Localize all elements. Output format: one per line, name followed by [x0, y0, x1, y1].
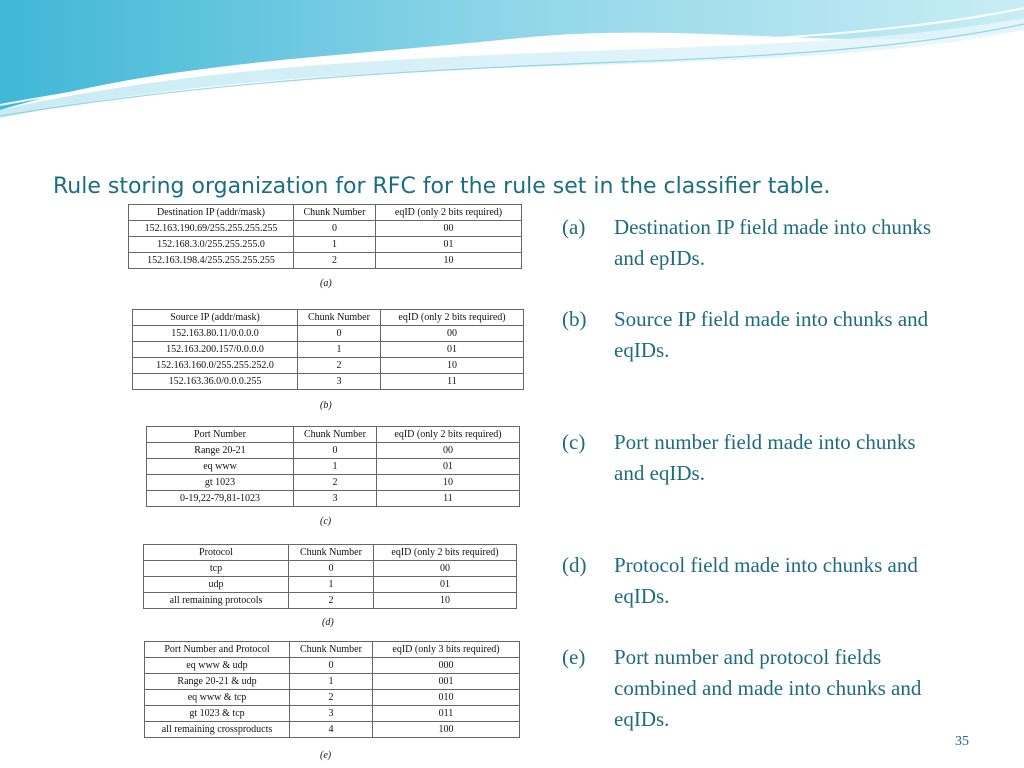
table-cell: 01	[377, 459, 520, 475]
description-label: (e)	[562, 645, 586, 669]
table-cell: 1	[289, 577, 374, 593]
protocol-table	[143, 544, 517, 609]
table-row	[147, 491, 520, 507]
column-header: Chunk Number	[298, 310, 381, 326]
table-cell: 2	[294, 475, 377, 491]
description-label: (a)	[562, 215, 586, 239]
table-cell: 01	[376, 237, 522, 253]
table-cell: 01	[374, 577, 517, 593]
table-row	[133, 342, 524, 358]
table-row	[144, 561, 517, 577]
table-cell: 0-19,22-79,81-1023	[147, 491, 294, 507]
table-cell: Range 20-21 & udp	[145, 674, 290, 690]
table-header-row	[145, 642, 520, 658]
destination-ip-table	[128, 204, 522, 269]
table-cell: 152.163.198.4/255.255.255.255	[129, 253, 294, 269]
table-row	[145, 706, 520, 722]
table-cell: 00	[381, 326, 524, 342]
description-e	[562, 642, 982, 735]
table-cell: 1	[294, 459, 377, 475]
description-d	[562, 550, 982, 612]
table-cell: 0	[290, 658, 373, 674]
table-row	[144, 577, 517, 593]
table-cell: 1	[294, 237, 376, 253]
table-row	[145, 658, 520, 674]
table-cell: 152.168.3.0/255.255.255.0	[129, 237, 294, 253]
table-cell: 152.163.200.157/0.0.0.0	[133, 342, 298, 358]
column-header: Port Number and Protocol	[145, 642, 290, 658]
table-header-row	[144, 545, 517, 561]
table-cell: eq www & tcp	[145, 690, 290, 706]
column-header: Chunk Number	[289, 545, 374, 561]
column-header: Chunk Number	[294, 427, 377, 443]
table-cell: 3	[294, 491, 377, 507]
column-header: eqID (only 2 bits required)	[377, 427, 520, 443]
table-row	[145, 674, 520, 690]
description-a	[562, 212, 982, 274]
table-row	[129, 221, 522, 237]
table-cell: 1	[290, 674, 373, 690]
table-header-row	[129, 205, 522, 221]
table-row	[147, 475, 520, 491]
table-caption: (e)	[320, 750, 332, 761]
table-cell: 1	[298, 342, 381, 358]
table-cell: 152.163.160.0/255.255.252.0	[133, 358, 298, 374]
table-cell: 152.163.190.69/255.255.255.255	[129, 221, 294, 237]
table-cell: 0	[289, 561, 374, 577]
table-cell: 010	[373, 690, 520, 706]
description-text: Port number and protocol fields combined and made into chunks and eqIDs.	[614, 645, 922, 731]
table-row	[129, 253, 522, 269]
table-row	[133, 326, 524, 342]
table-cell: all remaining crossproducts	[145, 722, 290, 738]
table-cell: 152.163.36.0/0.0.0.255	[133, 374, 298, 390]
table-cell: 4	[290, 722, 373, 738]
table-cell: 2	[290, 690, 373, 706]
description-text: Source IP field made into chunks and eqIDs.	[614, 307, 929, 362]
table-cell: 00	[376, 221, 522, 237]
table-cell: tcp	[144, 561, 289, 577]
column-header: Chunk Number	[290, 642, 373, 658]
table-cell: 100	[373, 722, 520, 738]
description-text: Protocol field made into chunks and eqIDs.	[614, 553, 918, 608]
port-protocol-table	[144, 641, 520, 738]
table-cell: eq www	[147, 459, 294, 475]
table-cell: 10	[377, 475, 520, 491]
table-cell: gt 1023 & tcp	[145, 706, 290, 722]
slide-title: Rule storing organization for RFC for the rule set in the classifier table.	[53, 174, 831, 199]
table-cell: eq www & udp	[145, 658, 290, 674]
port-number-table	[146, 426, 520, 507]
table-row	[145, 722, 520, 738]
table-caption: (d)	[322, 617, 334, 628]
rule-tables-figure	[124, 201, 524, 767]
table-cell: 0	[294, 221, 376, 237]
table-cell: 11	[377, 491, 520, 507]
table-cell: 2	[298, 358, 381, 374]
source-ip-table	[132, 309, 524, 390]
column-header: Chunk Number	[294, 205, 376, 221]
column-header: Source IP (addr/mask)	[133, 310, 298, 326]
column-header: eqID (only 3 bits required)	[373, 642, 520, 658]
table-cell: 2	[289, 593, 374, 609]
table-row	[129, 237, 522, 253]
table-row	[147, 459, 520, 475]
table-cell: gt 1023	[147, 475, 294, 491]
table-caption: (a)	[320, 278, 332, 289]
table-cell: 0	[294, 443, 377, 459]
table-cell: 000	[373, 658, 520, 674]
header-wave-decoration	[0, 0, 1024, 120]
table-cell: 00	[377, 443, 520, 459]
table-caption: (c)	[320, 516, 332, 527]
description-label: (c)	[562, 430, 586, 454]
table-row	[145, 690, 520, 706]
table-cell: 11	[381, 374, 524, 390]
table-cell: 0	[298, 326, 381, 342]
table-header-row	[133, 310, 524, 326]
table-cell: 3	[290, 706, 373, 722]
description-text: Port number field made into chunks and eqIDs.	[614, 430, 916, 485]
table-cell: 00	[374, 561, 517, 577]
table-row	[133, 374, 524, 390]
table-cell: 2	[294, 253, 376, 269]
table-row	[133, 358, 524, 374]
column-header: eqID (only 2 bits required)	[374, 545, 517, 561]
column-header: eqID (only 2 bits required)	[381, 310, 524, 326]
table-cell: 3	[298, 374, 381, 390]
description-label: (d)	[562, 553, 587, 577]
table-cell: 10	[374, 593, 517, 609]
column-header: Protocol	[144, 545, 289, 561]
table-row	[147, 443, 520, 459]
table-row	[144, 593, 517, 609]
table-header-row	[147, 427, 520, 443]
column-header: eqID (only 2 bits required)	[376, 205, 522, 221]
table-cell: udp	[144, 577, 289, 593]
table-cell: all remaining protocols	[144, 593, 289, 609]
description-c	[562, 427, 982, 489]
column-header: Destination IP (addr/mask)	[129, 205, 294, 221]
table-cell: 01	[381, 342, 524, 358]
column-header: Port Number	[147, 427, 294, 443]
description-b	[562, 304, 982, 366]
page-number: 35	[955, 734, 969, 749]
table-cell: 001	[373, 674, 520, 690]
description-label: (b)	[562, 307, 587, 331]
table-caption: (b)	[320, 400, 332, 411]
description-text: Destination IP field made into chunks and epIDs.	[614, 215, 932, 270]
table-cell: 152.163.80.11/0.0.0.0	[133, 326, 298, 342]
table-cell: 10	[381, 358, 524, 374]
table-cell: 10	[376, 253, 522, 269]
table-cell: 011	[373, 706, 520, 722]
table-cell: Range 20-21	[147, 443, 294, 459]
